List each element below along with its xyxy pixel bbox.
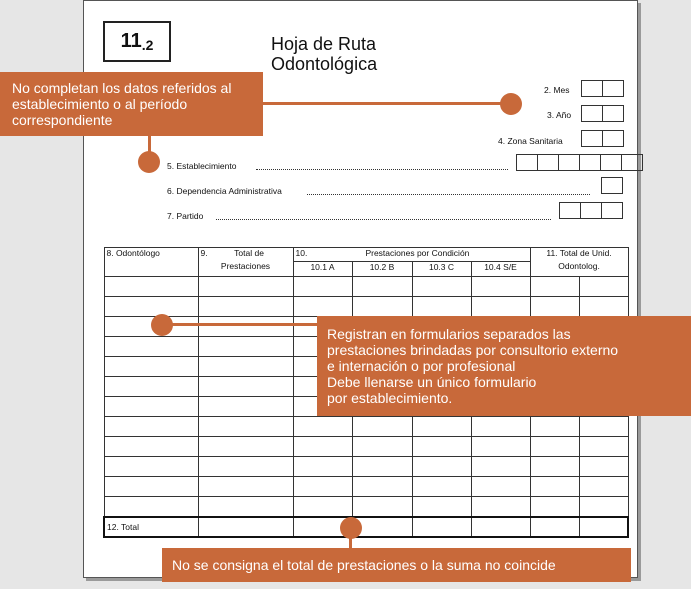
table-row xyxy=(104,477,628,497)
form-code xyxy=(103,21,171,62)
header-total-prestaciones xyxy=(198,248,293,277)
label-establecimiento: 5. Establecimiento xyxy=(167,161,237,171)
callout-middle xyxy=(317,316,691,416)
callout-top: No completan los datos referidos al establecimiento o al período correspondiente xyxy=(0,72,263,136)
boxes-partido xyxy=(559,202,623,219)
table-row xyxy=(104,277,628,297)
table-row xyxy=(104,417,628,437)
header-unid-label1: 11. Total de Unid. xyxy=(546,248,612,258)
callout-bottom-marker xyxy=(340,517,362,539)
dots-dependencia xyxy=(307,194,590,195)
header-total-num: 9. xyxy=(200,248,208,258)
table-row xyxy=(104,457,628,477)
boxes-anio xyxy=(581,105,624,122)
header-prest-num: 10. xyxy=(295,248,308,258)
boxes-zona xyxy=(581,130,624,147)
header-total-label1: Total de xyxy=(234,248,264,258)
table-row xyxy=(104,437,628,457)
callout-middle-line2: prestaciones brindadas por consultorio externo xyxy=(327,342,619,358)
table-row xyxy=(104,297,628,317)
form-code-suffix: .2 xyxy=(141,36,154,53)
dots-establecimiento xyxy=(256,169,508,170)
callout-middle-marker xyxy=(151,314,173,336)
boxes-mes xyxy=(581,80,624,97)
callout-middle-line4: Debe llenarse un único formulario xyxy=(327,374,537,390)
subheader-b: 10.2 B xyxy=(352,262,412,277)
header-prestaciones-condicion xyxy=(293,248,530,262)
form-code-main: 11 xyxy=(120,30,142,52)
table-row xyxy=(104,497,628,518)
total-row xyxy=(104,517,628,537)
callout-middle-line xyxy=(160,323,320,326)
header-unid-label2: Odontolog. xyxy=(558,261,600,271)
form-title-line2: Odontológica xyxy=(271,54,378,74)
label-anio: 3. Año xyxy=(547,110,572,120)
header-total-label2: Prestaciones xyxy=(220,261,271,271)
callout-middle-line5: por establecimiento. xyxy=(327,390,453,406)
form-title-line1: Hoja de Ruta xyxy=(271,34,377,54)
form-title xyxy=(271,34,377,74)
label-zona: 4. Zona Sanitaria xyxy=(498,136,563,146)
callout-middle-line1: Registran en formularios separados las xyxy=(327,326,571,342)
dots-partido xyxy=(216,219,551,220)
label-mes: 2. Mes xyxy=(544,85,570,95)
boxes-dependencia xyxy=(601,177,623,194)
callout-top-marker-establishment xyxy=(138,151,160,173)
boxes-establecimiento xyxy=(516,154,643,171)
callout-bottom: No se consigna el total de prestaciones o la suma no coincide xyxy=(162,548,631,582)
callout-middle-line3: e internación o por profesional xyxy=(327,358,516,374)
label-partido: 7. Partido xyxy=(167,211,204,221)
subheader-se: 10.4 S/E xyxy=(471,262,530,277)
callout-top-marker-period xyxy=(500,93,522,115)
header-prest-label: Prestaciones por Condición xyxy=(365,248,470,258)
label-dependencia: 6. Dependencia Administrativa xyxy=(167,186,282,196)
subheader-a: 10.1 A xyxy=(293,262,352,277)
header-unidades-odontologicas xyxy=(530,248,628,277)
callout-top-line xyxy=(256,102,512,105)
total-label: 12. Total xyxy=(104,517,198,537)
header-odontologo: 8. Odontólogo xyxy=(104,248,198,277)
subheader-c: 10.3 C xyxy=(412,262,471,277)
